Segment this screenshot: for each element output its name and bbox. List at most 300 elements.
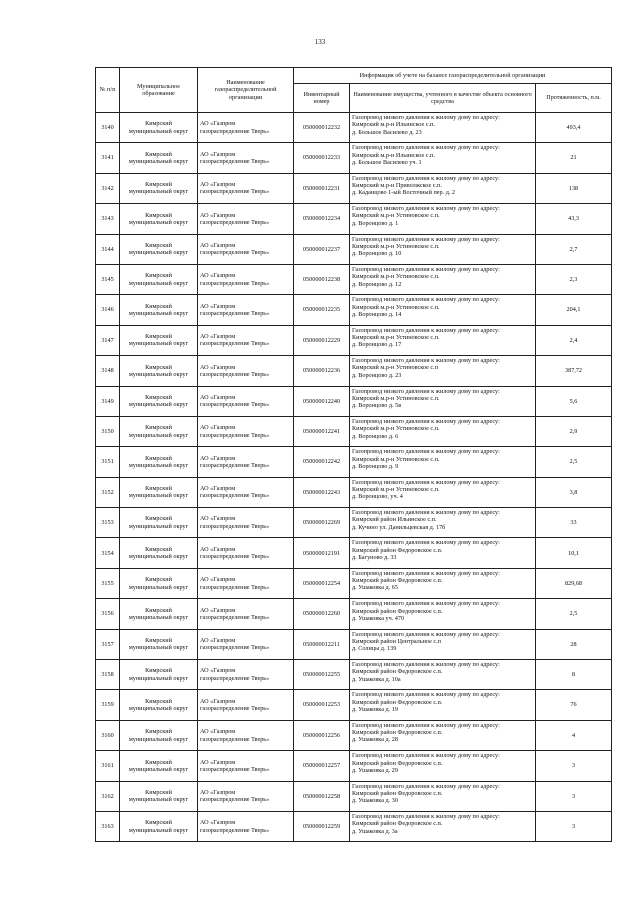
property-name-cell [350,447,536,477]
property-name-cell [350,599,536,629]
length-value: 493,4 [536,113,612,143]
organization-cell-line: АО «Газпром [200,606,236,614]
organization-cell [198,751,294,781]
organization-cell-line: газораспределение Тверь» [200,340,270,348]
table-row [96,143,612,173]
municipality-cell-line: муниципальный округ [128,310,189,318]
municipality-cell-line: муниципальный округ [128,644,189,652]
property-register-table [95,67,612,842]
table-row [96,477,612,507]
municipality-cell-line: Кимрский [145,454,172,462]
property-name-cell-line: Газопровод низкого давления к жилому дому по адресу: [352,478,500,486]
property-name-cell-line: Кимрский район Федоровское с.п. [352,668,443,676]
municipality-cell-line: муниципальный округ [128,735,189,743]
inventory-number: 050000012236 [294,356,350,386]
organization-cell-line: АО «Газпром [200,454,236,462]
organization-cell-line: АО «Газпром [200,758,236,766]
inventory-number: 050000012258 [294,781,350,811]
organization-cell [198,325,294,355]
length-value: 2,5 [536,447,612,477]
organization-cell [198,811,294,841]
property-name-cell [350,173,536,203]
organization-cell-line: АО «Газпром [200,241,236,249]
municipality-cell-line: Кимрский [145,150,172,158]
header-num: № п/п [96,68,120,113]
table-row [96,538,612,568]
municipality-cell [120,568,198,598]
municipality-cell-line: муниципальный округ [128,765,189,773]
organization-cell [198,204,294,234]
property-name-cell [350,264,536,294]
property-name-cell-line: Кимрский район Федоровское с.п. [352,759,443,767]
property-name-cell-line: Кимрский м.р-н Ильинское с.п. [352,151,435,159]
length-value: 3,8 [536,477,612,507]
inventory-number: 050000012240 [294,386,350,416]
municipality-cell-line: Кимрский [145,788,172,796]
property-name-cell [350,113,536,143]
property-name-cell-line: Газопровод низкого давления к жилому дому по адресу: [352,539,500,547]
organization-cell-line: газораспределение Тверь» [200,310,270,318]
municipality-cell [120,629,198,659]
length-value: 3 [536,781,612,811]
inventory-number: 050000012259 [294,811,350,841]
municipality-cell-line: муниципальный округ [128,431,189,439]
property-name-cell [350,751,536,781]
row-number: 3143 [96,204,120,234]
municipality-cell-line: Кимрский [145,637,172,645]
property-name-cell-line: Газопровод низкого давления к жилому дому по адресу: [352,752,500,760]
property-name-cell-line: Газопровод низкого давления к жилому дому по адресу: [352,144,500,152]
municipality-cell-line: Кимрский [145,728,172,736]
municipality-cell [120,173,198,203]
property-name-cell-line: д. Ушаковка д. 65 [352,584,398,592]
municipality-cell-line: Кимрский [145,120,172,128]
organization-cell-line: АО «Газпром [200,788,236,796]
organization-cell-line: АО «Газпром [200,485,236,493]
organization-cell [198,508,294,538]
length-value: 21 [536,143,612,173]
property-name-cell-line: д. Ушаковка д. 30 [352,797,398,805]
municipality-cell-line: Кимрский [145,241,172,249]
property-name-cell-line: Газопровод низкого давления к жилому дому по адресу: [352,509,500,517]
municipality-cell-line: Кимрский [145,211,172,219]
page-number: 133 [314,38,326,46]
municipality-cell-line: муниципальный округ [128,705,189,713]
property-name-cell [350,508,536,538]
property-name-cell-line: Кимрский район Центральное с.п [352,637,441,645]
organization-cell-line: АО «Газпром [200,545,236,553]
organization-cell [198,264,294,294]
municipality-cell [120,264,198,294]
table-row [96,356,612,386]
property-name-cell-line: д. Воронцово д. 23 [352,371,402,379]
row-number: 3158 [96,660,120,690]
municipality-cell-line: Кимрский [145,393,172,401]
property-name-cell-line: Кимрский м.р-н Устиновское с.п. [352,425,440,433]
length-value: 2,7 [536,234,612,264]
organization-cell-line: газораспределение Тверь» [200,644,270,652]
length-value: 2,9 [536,416,612,446]
row-number: 3140 [96,113,120,143]
organization-cell [198,599,294,629]
municipality-cell [120,113,198,143]
organization-cell-line: АО «Газпром [200,697,236,705]
property-name-cell-line: Кимрский м.р-н Ильинское с.п. [352,121,435,129]
table-header-row [96,68,612,84]
municipality-cell-line: Кимрский [145,697,172,705]
row-number: 3156 [96,599,120,629]
header-balance-info: Информация об учете на балансе газораспределительной организации [294,68,612,84]
property-name-cell-line: д. Ушаковка д. 28 [352,736,398,744]
inventory-number: 050000012232 [294,113,350,143]
table-body [96,113,612,842]
property-name-cell-line: д. Воронцово д. 14 [352,310,402,318]
table-row [96,204,612,234]
inventory-number: 050000012256 [294,720,350,750]
length-value: 8 [536,660,612,690]
organization-cell [198,143,294,173]
organization-cell-line: АО «Газпром [200,819,236,827]
property-name-cell-line: Газопровод низкого давления к жилому дому по адресу: [352,661,500,669]
organization-cell-line: АО «Газпром [200,211,236,219]
municipality-cell [120,325,198,355]
table-row [96,629,612,659]
table-row [96,690,612,720]
organization-cell [198,356,294,386]
property-name-cell [350,811,536,841]
organization-cell [198,173,294,203]
organization-cell-line: газораспределение Тверь» [200,553,270,561]
organization-cell-line: газораспределение Тверь» [200,613,270,621]
organization-cell-line: газораспределение Тверь» [200,674,270,682]
municipality-cell-line: Кимрский [145,424,172,432]
property-name-cell-line: Кимрский м.р-н Приволжское с.п. [352,182,442,190]
row-number: 3157 [96,629,120,659]
property-name-cell [350,416,536,446]
table-row [96,660,612,690]
table-row [96,568,612,598]
inventory-number: 050000012254 [294,568,350,598]
organization-cell-line: газораспределение Тверь» [200,522,270,530]
municipality-cell [120,447,198,477]
property-name-cell [350,720,536,750]
municipality-cell-line: муниципальный округ [128,340,189,348]
organization-cell-line: АО «Газпром [200,272,236,280]
length-value: 387,72 [536,356,612,386]
property-name-cell-line: д. Воронцово д. 12 [352,280,402,288]
property-name-cell-line: Кимрский район Федоровское с.п. [352,820,443,828]
property-name-cell-line: Газопровод низкого давления к жилому дому по адресу: [352,174,500,182]
organization-cell-line: АО «Газпром [200,302,236,310]
property-name-cell [350,660,536,690]
municipality-cell-line: муниципальный округ [128,796,189,804]
property-name-cell-line: д. Каданцово 1-ый Восточный пер. д. 2 [352,189,456,197]
property-name-cell-line: Кимрский м.р-н Устиновское с.п. [352,394,440,402]
organization-cell-line: газораспределение Тверь» [200,826,270,834]
organization-cell-line: АО «Газпром [200,728,236,736]
municipality-cell-line: муниципальный округ [128,127,189,135]
property-name-cell-line: Кимрский м.р-н Устиновское с.п. [352,455,440,463]
inventory-number: 050000012269 [294,508,350,538]
length-value: 4 [536,720,612,750]
municipality-cell [120,538,198,568]
property-name-cell-line: д. Ушаковка д. 10а [352,675,401,683]
table-row [96,325,612,355]
municipality-cell-line: Кимрский [145,819,172,827]
municipality-cell [120,690,198,720]
municipality-cell-line: Кимрский [145,272,172,280]
length-value: 829,68 [536,568,612,598]
inventory-number: 050000012229 [294,325,350,355]
municipality-cell [120,751,198,781]
inventory-number: 050000012242 [294,447,350,477]
length-value: 76 [536,690,612,720]
length-value: 10,1 [536,538,612,568]
property-name-cell [350,629,536,659]
municipality-cell-line: муниципальный округ [128,401,189,409]
municipality-cell [120,386,198,416]
row-number: 3163 [96,811,120,841]
property-name-cell-line: д. Солнцы д. 139 [352,645,397,653]
municipality-cell [120,234,198,264]
organization-cell [198,477,294,507]
property-name-cell-line: Газопровод низкого давления к жилому дому по адресу: [352,417,500,425]
property-name-cell-line: д. Ушаковка д. 19 [352,706,398,714]
row-number: 3144 [96,234,120,264]
organization-cell-line: газораспределение Тверь» [200,492,270,500]
municipality-cell-line: муниципальный округ [128,188,189,196]
property-name-cell [350,538,536,568]
property-name-cell-line: д. Воронцово д. 9 [352,462,399,470]
organization-cell-line: АО «Газпром [200,181,236,189]
header-organization: Наименование газораспределительной организации [198,68,294,113]
property-name-cell-line: Газопровод низкого давления к жилому дому по адресу: [352,296,500,304]
row-number: 3147 [96,325,120,355]
municipality-cell [120,811,198,841]
property-name-cell-line: Газопровод низкого давления к жилому дому по адресу: [352,448,500,456]
municipality-cell-line: муниципальный округ [128,674,189,682]
property-name-cell [350,234,536,264]
table-row [96,386,612,416]
property-name-cell-line: Кимрский м.р-н Устиновское с.п. [352,242,440,250]
row-number: 3151 [96,447,120,477]
property-name-cell-line: Газопровод низкого давления к жилому дому по адресу: [352,630,500,638]
organization-cell-line: газораспределение Тверь» [200,735,270,743]
property-name-cell-line: Газопровод низкого давления к жилому дому по адресу: [352,782,500,790]
municipality-cell-line: муниципальный округ [128,553,189,561]
row-number: 3141 [96,143,120,173]
organization-cell-line: газораспределение Тверь» [200,158,270,166]
property-name-cell [350,568,536,598]
organization-cell-line: АО «Газпром [200,424,236,432]
table-row [96,811,612,841]
property-name-cell-line: д. Воронцово д. 6 [352,432,399,440]
row-number: 3159 [96,690,120,720]
municipality-cell-line: муниципальный округ [128,370,189,378]
municipality-cell-line: Кимрский [145,485,172,493]
municipality-cell-line: муниципальный округ [128,461,189,469]
property-name-cell-line: д. Большое Василево д. 23 [352,128,422,136]
inventory-number: 050000012243 [294,477,350,507]
municipality-cell [120,599,198,629]
organization-cell-line: газораспределение Тверь» [200,765,270,773]
table-row [96,295,612,325]
table-row [96,720,612,750]
row-number: 3152 [96,477,120,507]
municipality-cell-line: Кимрский [145,302,172,310]
row-number: 3160 [96,720,120,750]
row-number: 3153 [96,508,120,538]
property-name-cell [350,690,536,720]
property-name-cell [350,143,536,173]
municipality-cell-line: Кимрский [145,545,172,553]
municipality-cell-line: муниципальный округ [128,583,189,591]
property-name-cell-line: Кимрский район Федоровское с.п. [352,577,443,585]
property-name-cell-line: Кимрский район Федоровское с.п. [352,789,443,797]
table-row [96,113,612,143]
row-number: 3149 [96,386,120,416]
length-value: 2,5 [536,599,612,629]
property-name-cell-line: д. Багуново д. 33 [352,554,397,562]
property-name-cell-line: д. Ушаковка уч. 470 [352,614,405,622]
property-name-cell-line: д. Ушаковка д. 29 [352,766,398,774]
property-name-cell [350,204,536,234]
property-name-cell-line: Газопровод низкого давления к жилому дому по адресу: [352,721,500,729]
length-value: 5,6 [536,386,612,416]
length-value: 3 [536,811,612,841]
length-value: 3 [536,751,612,781]
organization-cell-line: газораспределение Тверь» [200,431,270,439]
property-name-cell-line: д. Большое Василево уч. 1 [352,159,422,167]
organization-cell-line: газораспределение Тверь» [200,188,270,196]
organization-cell-line: АО «Газпром [200,333,236,341]
municipality-cell-line: муниципальный округ [128,218,189,226]
inventory-number: 050000012255 [294,660,350,690]
row-number: 3155 [96,568,120,598]
municipality-cell-line: муниципальный округ [128,249,189,257]
property-name-cell-line: Кимрский район Федоровское с.п. [352,729,443,737]
municipality-cell-line: Кимрский [145,363,172,371]
organization-cell-line: газораспределение Тверь» [200,705,270,713]
table-row [96,234,612,264]
property-name-cell-line: Газопровод низкого давления к жилому дому по адресу: [352,326,500,334]
organization-cell-line: газораспределение Тверь» [200,249,270,257]
organization-cell-line: АО «Газпром [200,120,236,128]
property-name-cell-line: д. Воронцово д. 1 [352,219,399,227]
municipality-cell [120,204,198,234]
property-name-cell-line: д. Воронцово д. 5в [352,402,402,410]
property-name-cell-line: Газопровод низкого давления к жилому дому по адресу: [352,205,500,213]
municipality-cell-line: муниципальный округ [128,158,189,166]
inventory-number: 050000012234 [294,204,350,234]
organization-cell [198,568,294,598]
property-name-cell [350,386,536,416]
length-value: 43,3 [536,204,612,234]
organization-cell [198,447,294,477]
organization-cell-line: газораспределение Тверь» [200,796,270,804]
property-name-cell-line: Кимрский район Федоровское с.п. [352,698,443,706]
row-number: 3161 [96,751,120,781]
municipality-cell-line: Кимрский [145,667,172,675]
table-row [96,751,612,781]
inventory-number: 050000012235 [294,295,350,325]
header-property-name: Наименование имущества, учтенного в качестве объекта основного средства [350,84,536,113]
property-name-cell-line: Кимрский район Федоровское с.п. [352,546,443,554]
organization-cell-line: АО «Газпром [200,515,236,523]
organization-cell-line: газораспределение Тверь» [200,583,270,591]
property-name-cell-line: Газопровод низкого давления к жилому дому по адресу: [352,600,500,608]
organization-cell [198,690,294,720]
organization-cell-line: АО «Газпром [200,393,236,401]
property-name-cell [350,356,536,386]
municipality-cell-line: муниципальный округ [128,279,189,287]
municipality-cell [120,508,198,538]
municipality-cell [120,416,198,446]
table-row [96,416,612,446]
property-name-cell-line: Газопровод низкого давления к жилому дому по адресу: [352,357,500,365]
property-name-cell-line: Газопровод низкого давления к жилому дому по адресу: [352,265,500,273]
property-name-cell-line: Кимрский м.р-н Устиновское с.п. [352,273,440,281]
municipality-cell-line: Кимрский [145,606,172,614]
municipality-cell [120,477,198,507]
property-name-cell-line: Кимрский м.р-н Устиновское с.п. [352,212,440,220]
municipality-cell-line: муниципальный округ [128,826,189,834]
property-name-cell-line: Газопровод низкого давления к жилому дому по адресу: [352,812,500,820]
municipality-cell-line: Кимрский [145,333,172,341]
property-name-cell-line: д. Ушаковка д. 3а [352,827,398,835]
row-number: 3142 [96,173,120,203]
organization-cell-line: газораспределение Тверь» [200,218,270,226]
organization-cell-line: АО «Газпром [200,150,236,158]
table-row [96,781,612,811]
property-name-cell-line: д. Кучино ул. Данильцевская д. 17б [352,523,446,531]
organization-cell [198,781,294,811]
property-name-cell [350,325,536,355]
table-row [96,508,612,538]
organization-cell [198,386,294,416]
property-name-cell-line: д. Воронцово, уч. 4 [352,493,403,501]
municipality-cell [120,781,198,811]
property-name-cell-line: Газопровод низкого давления к жилому дому по адресу: [352,235,500,243]
inventory-number: 050000012253 [294,690,350,720]
organization-cell-line: газораспределение Тверь» [200,461,270,469]
property-name-cell-line: Газопровод низкого давления к жилому дому по адресу: [352,114,500,121]
property-name-cell-line: д. Воронцово д. 17 [352,341,402,349]
inventory-number: 050000012233 [294,143,350,173]
municipality-cell-line: Кимрский [145,181,172,189]
row-number: 3162 [96,781,120,811]
property-name-cell-line: Кимрский район Ильинское с.п. [352,516,437,524]
property-name-cell [350,781,536,811]
organization-cell [198,416,294,446]
row-number: 3145 [96,264,120,294]
row-number: 3150 [96,416,120,446]
organization-cell [198,234,294,264]
length-value: 2,3 [536,264,612,294]
organization-cell-line: газораспределение Тверь» [200,401,270,409]
municipality-cell [120,356,198,386]
length-value: 28 [536,629,612,659]
organization-cell [198,113,294,143]
organization-cell-line: газораспределение Тверь» [200,127,270,135]
header-inventory: Инвентарный номер [294,84,350,113]
organization-cell [198,295,294,325]
property-name-cell-line: Газопровод низкого давления к жилому дому по адресу: [352,691,500,699]
municipality-cell [120,143,198,173]
organization-cell [198,629,294,659]
inventory-number: 050000012191 [294,538,350,568]
inventory-number: 050000012238 [294,264,350,294]
